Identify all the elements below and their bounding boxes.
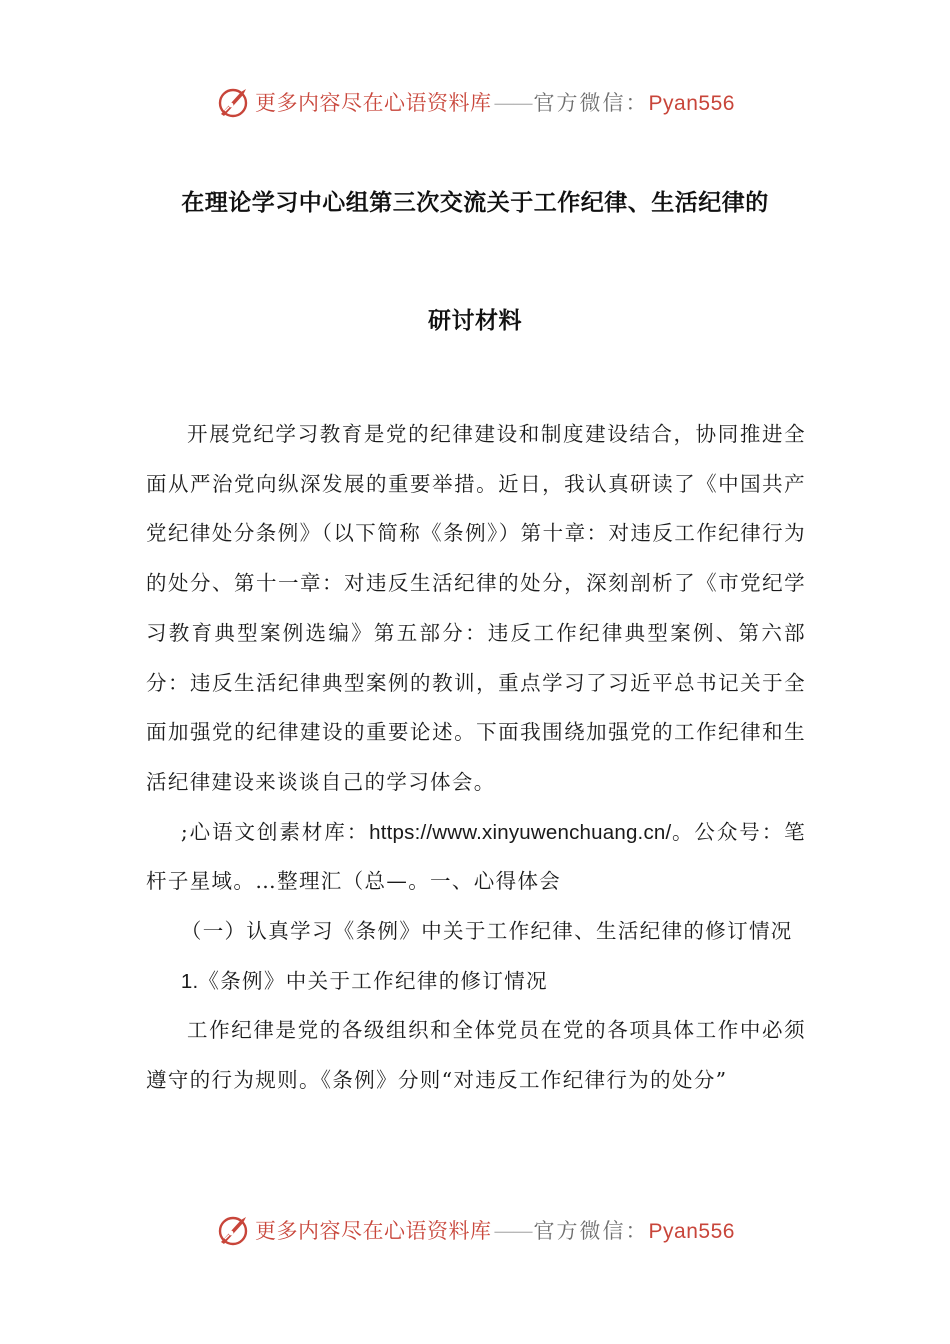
watermark-wechat-id: Pyan556: [648, 92, 735, 115]
footer-watermark-banner: [0, 1210, 950, 1250]
document-title-line-2: 研讨材料: [428, 308, 522, 334]
document-title-line-1: 在理论学习中心组第三次交流关于工作纪律、生活纪律的: [181, 190, 769, 216]
section-heading-1: （一）认真学习《条例》中关于工作纪律、生活纪律的修订情况: [180, 919, 793, 944]
watermark-official-label: 官方微信：: [533, 91, 649, 115]
watermark-wechat-id: Pyan556: [648, 1220, 735, 1243]
document-body: [146, 410, 806, 1106]
source-note-prefix: ;心语文创素材库：: [180, 819, 370, 844]
subsection-number: 1.: [180, 969, 199, 993]
paragraph-source-note: [146, 808, 806, 907]
subsection-heading-1: [146, 957, 806, 1007]
watermark-official-label: 官方微信：: [533, 1219, 649, 1243]
watermark-dash: ——: [493, 91, 532, 115]
header-watermark-banner: [0, 82, 950, 122]
watermark-dash: ——: [493, 1219, 532, 1243]
watermark-text: [255, 1215, 735, 1245]
watermark-main-text: 更多内容尽在心语资料库: [255, 91, 492, 115]
source-url-link[interactable]: https://www.xinyuwenchuang.cn/: [369, 820, 672, 844]
paragraph-work-discipline: 工作纪律是党的各级组织和全体党员在党的各项具体工作中必须遵守的行为规则。《条例》分则“对违反工作纪律行为的处分”: [146, 1018, 806, 1093]
source-note-suffix: 。公众号：笔杆子星域。…整理汇（总—。一、心得体会: [146, 819, 806, 894]
pen-nib-logo-icon: [215, 84, 251, 120]
subsection-title: 《条例》中关于工作纪律的修订情况: [198, 968, 548, 993]
pen-nib-logo-icon: [215, 1212, 251, 1248]
paragraph-intro: 开展党纪学习教育是党的纪律建设和制度建设结合，协同推进全面从严治党向纵深发展的重要举措。近日，我认真研读了《中国共产党纪律处分条例》（以下简称《条例》）第十章：对违反工作纪律行为的处分、第十一章：对违反生活纪律的处分，深刻剖析了《市党纪学习教育典型案例选编》第五部分：违反工作纪律典型案例、第六部分：违反生活纪律典型案例的教训，重点学习了习近平总书记关于全面加强党的纪律建设的重要论述。下面我围绕加强党的工作纪律和生活纪律建设来谈谈自己的学习体会。: [146, 422, 806, 794]
watermark-text: [255, 87, 735, 117]
watermark-main-text: 更多内容尽在心语资料库: [255, 1219, 492, 1243]
